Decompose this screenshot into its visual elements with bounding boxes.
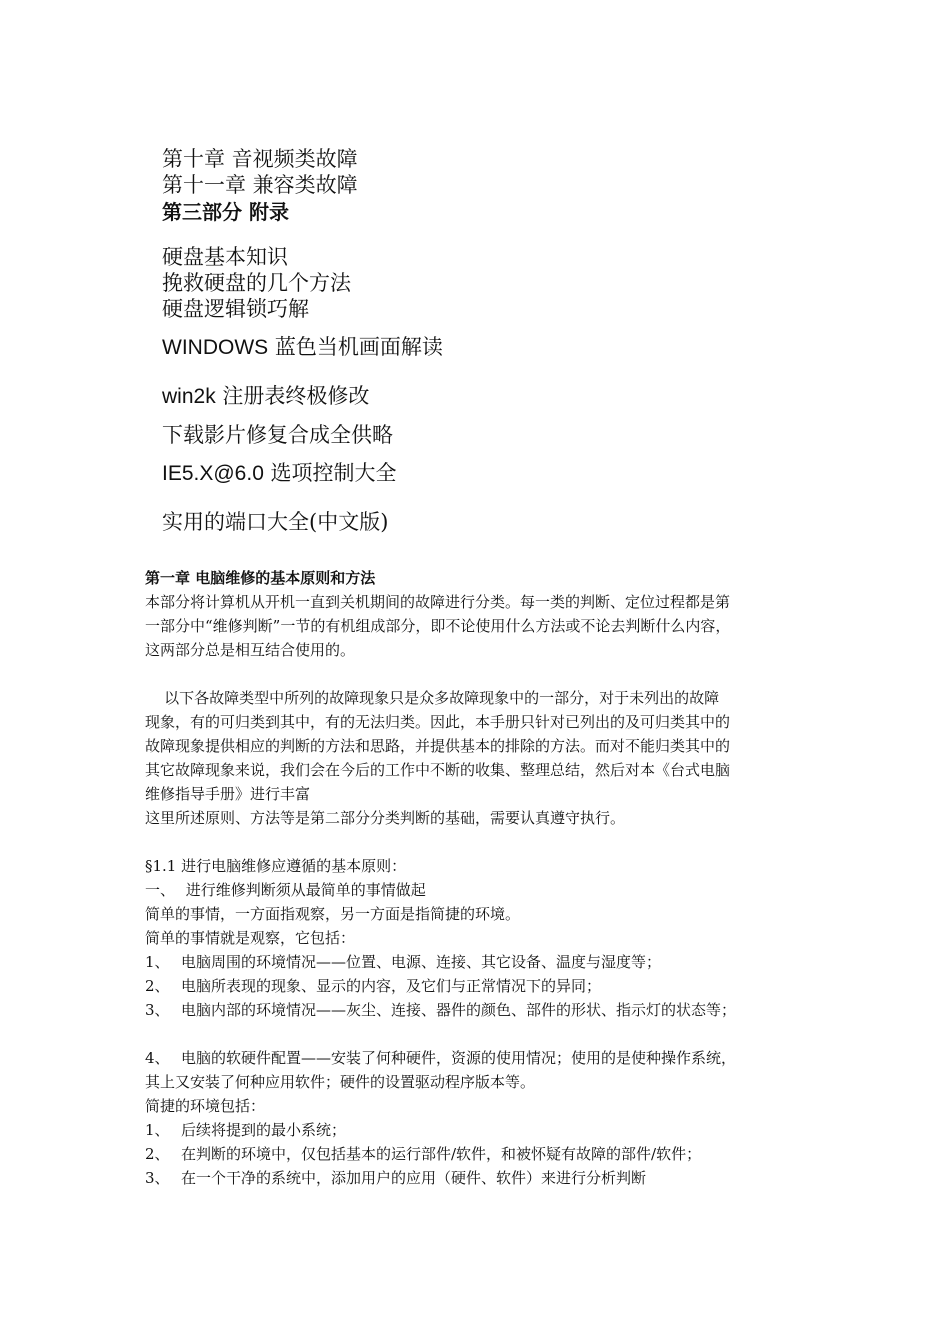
toc-chapter-11: 第十一章 兼容类故障 — [162, 173, 358, 197]
paragraph-line: 现象，有的可归类到其中，有的无法归类。因此，本手册只针对已列出的及可归类其中的 — [145, 713, 731, 731]
paragraph-line: 以下各故障类型中所列的故障现象只是众多故障现象中的一部分，对于未列出的故障 — [145, 689, 720, 707]
toc-appendix-item: 硬盘逻辑锁巧解 — [162, 297, 309, 321]
toc-appendix-item: 硬盘基本知识 — [162, 245, 288, 269]
paragraph-line: 故障现象提供相应的判断的方法和思路，并提供基本的排除的方法。而对不能归类其中的 — [145, 737, 731, 755]
observe-item: 3、 电脑内部的环境情况——灰尘、连接、器件的颜色、部件的形状、指示灯的状态等； — [145, 1001, 737, 1019]
toc-appendix-item: 挽救硬盘的几个方法 — [162, 271, 351, 295]
paragraph-line: 维修指导手册》进行丰富 — [145, 785, 311, 803]
toc-appendix-ports: 实用的端口大全(中文版) — [162, 510, 389, 534]
observe-item-4-continued: 其上又安装了何种应用软件；硬件的设置驱动程序版本等。 — [145, 1073, 536, 1091]
chapter-title: 第一章 电脑维修的基本原则和方法 — [145, 569, 376, 587]
intro-line: 一部分中“维修判断”一节的有机组成部分，即不论使用什么方法或不论去判断什么内容， — [145, 617, 731, 635]
observe-item: 1、 电脑周围的环境情况——位置、电源、连接、其它设备、温度与湿度等； — [145, 953, 662, 971]
observe-intro: 简单的事情就是观察，它包括： — [145, 929, 356, 947]
table-of-contents — [162, 146, 862, 535]
section-heading: §1.1 进行电脑维修应遵循的基本原则： — [145, 857, 407, 875]
observe-item: 2、 电脑所表现的现象、显示的内容，及它们与正常情况下的异同； — [145, 977, 602, 995]
environment-item: 1、 后续将提到的最小系统； — [145, 1121, 347, 1139]
chapter-body — [145, 566, 815, 1190]
simple-definition: 简单的事情，一方面指观察，另一方面是指简捷的环境。 — [145, 905, 521, 923]
environment-item: 2、 在判断的环境中，仅包括基本的运行部件/软件，和被怀疑有故障的部件/软件； — [145, 1145, 702, 1163]
environment-item: 3、 在一个干净的系统中，添加用户的应用（硬件、软件）来进行分析判断 — [145, 1169, 647, 1187]
paragraph-line: 这里所述原则、方法等是第二部分分类判断的基础，需要认真遵守执行。 — [145, 809, 626, 827]
toc-appendix-movie: 下载影片修复合成全供略 — [162, 423, 393, 447]
rule-1: 一、 进行维修判断须从最简单的事情做起 — [145, 881, 426, 899]
intro-line: 这两部分总是相互结合使用的。 — [145, 641, 356, 659]
toc-appendix-ie: IE5.X@6.0 选项控制大全 — [162, 461, 397, 485]
environment-intro: 简捷的环境包括： — [145, 1097, 266, 1115]
intro-line: 本部分将计算机从开机一直到关机期间的故障进行分类。每一类的判断、定位过程都是第 — [145, 593, 731, 611]
toc-part-3-heading: 第三部分 附录 — [162, 200, 289, 224]
paragraph-line: 其它故障现象来说，我们会在今后的工作中不断的收集、整理总结，然后对本《台式电脑 — [145, 761, 731, 779]
toc-chapter-10: 第十章 音视频类故障 — [162, 147, 358, 171]
observe-item-4: 4、 电脑的软硬件配置——安装了何种硬件，资源的使用情况；使用的是使种操作系统， — [145, 1049, 737, 1067]
toc-appendix-win2k: win2k 注册表终极修改 — [162, 384, 370, 408]
toc-appendix-windows: WINDOWS 蓝色当机画面解读 — [162, 335, 443, 359]
